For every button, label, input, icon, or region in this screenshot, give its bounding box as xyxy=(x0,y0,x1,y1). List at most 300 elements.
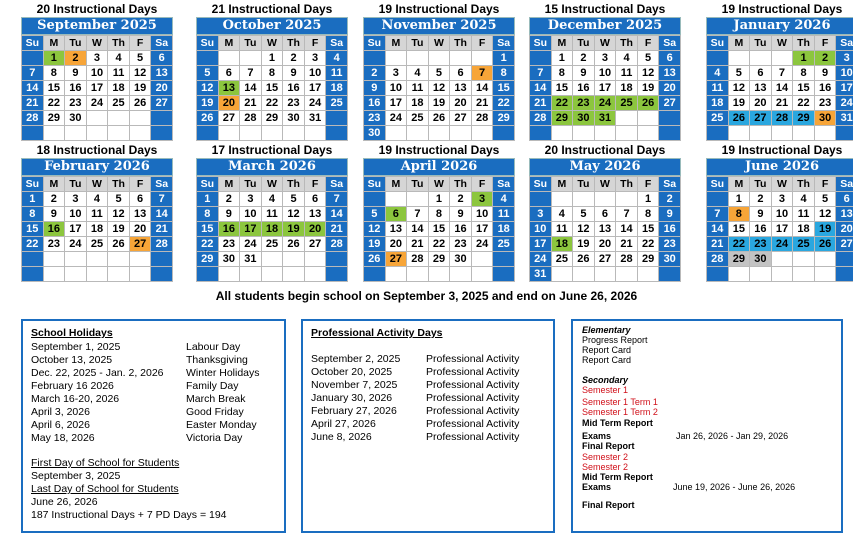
day-cell: 15 xyxy=(493,81,515,96)
day-cell: 12 xyxy=(283,207,305,222)
day-cell: 24 xyxy=(836,96,853,111)
month-name: May 2026 xyxy=(529,158,681,176)
day-cell: 5 xyxy=(129,51,151,66)
day-cell: 15 xyxy=(261,81,283,96)
day-cell: 16 xyxy=(364,96,386,111)
day-cell: 23 xyxy=(364,111,386,126)
day-cell: 25 xyxy=(707,111,729,126)
day-cell: 11 xyxy=(261,207,283,222)
day-cell xyxy=(616,126,638,141)
day-cell: 21 xyxy=(240,96,262,111)
day-cell xyxy=(594,192,616,207)
month-calendar xyxy=(706,2,853,141)
day-cell: 22 xyxy=(551,96,573,111)
day-cell xyxy=(283,126,305,141)
day-cell xyxy=(22,51,44,66)
day-cell: 7 xyxy=(151,192,173,207)
day-cell: 7 xyxy=(771,66,793,81)
day-cell: 12 xyxy=(637,66,659,81)
day-cell: 16 xyxy=(750,222,772,237)
semester2-label-b: Semester 2 xyxy=(582,462,629,472)
day-cell: 9 xyxy=(450,207,472,222)
weekday-header: Su xyxy=(197,177,219,192)
weekday-header: Tu xyxy=(750,177,772,192)
day-cell xyxy=(240,51,262,66)
day-cell xyxy=(385,192,407,207)
weekday-header: W xyxy=(261,36,283,51)
day-cell xyxy=(86,111,108,126)
weekday-header: Tu xyxy=(65,177,87,192)
pd-name: Professional Activity xyxy=(426,405,520,417)
weekday-header: Th xyxy=(108,36,130,51)
day-cell: 16 xyxy=(218,222,240,237)
day-cell: 9 xyxy=(750,207,772,222)
day-cell: 21 xyxy=(616,237,638,252)
day-cell xyxy=(616,111,638,126)
weekday-header: Sa xyxy=(659,177,681,192)
day-cell: 12 xyxy=(197,81,219,96)
weekday-header: M xyxy=(385,177,407,192)
pd-date: June 8, 2026 xyxy=(311,431,372,443)
day-cell xyxy=(551,192,573,207)
day-cell: 12 xyxy=(129,66,151,81)
day-cell: 5 xyxy=(364,207,386,222)
day-cell: 25 xyxy=(493,237,515,252)
day-cell: 13 xyxy=(659,66,681,81)
day-cell: 20 xyxy=(151,81,173,96)
day-cell: 29 xyxy=(428,252,450,267)
day-cell: 28 xyxy=(151,237,173,252)
day-cell: 30 xyxy=(814,111,836,126)
day-cell: 11 xyxy=(793,207,815,222)
day-cell: 23 xyxy=(750,237,772,252)
day-cell: 23 xyxy=(43,237,65,252)
day-cell: 8 xyxy=(637,207,659,222)
day-cell xyxy=(304,267,326,282)
day-cell: 13 xyxy=(304,207,326,222)
day-cell: 15 xyxy=(428,222,450,237)
weekday-header: Tu xyxy=(240,36,262,51)
pd-date: April 27, 2026 xyxy=(311,418,376,430)
day-cell: 22 xyxy=(637,237,659,252)
day-cell: 19 xyxy=(814,222,836,237)
day-cell: 26 xyxy=(197,111,219,126)
day-cell xyxy=(326,126,348,141)
month-calendar xyxy=(21,143,173,282)
day-cell xyxy=(385,126,407,141)
day-cell: 25 xyxy=(326,96,348,111)
day-cell: 17 xyxy=(304,81,326,96)
pd-name: Professional Activity xyxy=(426,353,520,365)
day-cell: 13 xyxy=(129,207,151,222)
weekday-header: Su xyxy=(707,36,729,51)
day-cell: 30 xyxy=(364,126,386,141)
day-cell: 31 xyxy=(836,111,853,126)
day-cell: 8 xyxy=(793,66,815,81)
s1-term2-label: Semester 1 Term 2 xyxy=(582,407,658,417)
exams-2-dates: June 19, 2026 - June 26, 2026 xyxy=(673,482,796,492)
day-cell: 11 xyxy=(86,207,108,222)
day-cell: 28 xyxy=(326,237,348,252)
day-cell xyxy=(530,51,552,66)
weekday-header: Th xyxy=(450,177,472,192)
day-cell: 11 xyxy=(616,66,638,81)
day-cell: 27 xyxy=(129,237,151,252)
day-cell xyxy=(836,126,853,141)
day-cell: 23 xyxy=(450,237,472,252)
day-cell xyxy=(43,267,65,282)
day-cell: 25 xyxy=(616,96,638,111)
day-cell: 27 xyxy=(151,96,173,111)
day-cell: 18 xyxy=(326,81,348,96)
pd-days-box xyxy=(301,319,555,533)
day-cell: 3 xyxy=(385,66,407,81)
day-cell: 11 xyxy=(707,81,729,96)
day-cell xyxy=(659,267,681,282)
day-cell xyxy=(129,126,151,141)
day-cell xyxy=(551,126,573,141)
day-cell: 1 xyxy=(637,192,659,207)
day-cell: 16 xyxy=(573,81,595,96)
school-dates-note: All students begin school on September 3, 2025 and end on June 26, 2026 xyxy=(215,289,638,303)
day-cell: 24 xyxy=(471,237,493,252)
day-cell xyxy=(151,252,173,267)
day-cell: 18 xyxy=(707,96,729,111)
day-cell xyxy=(551,267,573,282)
day-cell: 8 xyxy=(22,207,44,222)
day-cell xyxy=(43,252,65,267)
holiday-date: September 1, 2025 xyxy=(31,341,121,353)
day-cell: 3 xyxy=(65,192,87,207)
day-cell xyxy=(471,51,493,66)
day-cell: 4 xyxy=(616,51,638,66)
day-cell xyxy=(326,111,348,126)
day-cell: 9 xyxy=(43,207,65,222)
day-cell: 13 xyxy=(750,81,772,96)
day-cell: 17 xyxy=(771,222,793,237)
day-cell: 24 xyxy=(771,237,793,252)
month-calendar xyxy=(529,2,681,141)
day-cell: 27 xyxy=(836,237,853,252)
weekday-header: Sa xyxy=(836,36,853,51)
weekday-header: Tu xyxy=(407,177,429,192)
first-day-title: First Day of School for Students xyxy=(31,457,180,469)
day-cell xyxy=(108,252,130,267)
day-cell: 20 xyxy=(594,237,616,252)
weekday-header: Su xyxy=(197,36,219,51)
day-cell: 21 xyxy=(707,237,729,252)
weekday-header: Tu xyxy=(240,177,262,192)
day-cell: 1 xyxy=(22,192,44,207)
day-cell: 2 xyxy=(750,192,772,207)
day-cell: 12 xyxy=(108,207,130,222)
day-cell xyxy=(793,126,815,141)
day-cell: 14 xyxy=(616,222,638,237)
day-cell: 8 xyxy=(728,207,750,222)
day-cell: 2 xyxy=(573,51,595,66)
day-cell: 28 xyxy=(616,252,638,267)
day-cell: 7 xyxy=(326,192,348,207)
day-cell: 20 xyxy=(218,96,240,111)
day-cell xyxy=(573,192,595,207)
day-cell xyxy=(129,252,151,267)
day-cell: 27 xyxy=(450,111,472,126)
day-cell: 29 xyxy=(728,252,750,267)
day-cell xyxy=(240,267,262,282)
weekday-header: W xyxy=(261,177,283,192)
holiday-name: March Break xyxy=(186,393,246,405)
month-name: November 2025 xyxy=(363,17,515,35)
weekday-header: W xyxy=(594,177,616,192)
day-cell: 19 xyxy=(364,237,386,252)
holiday-name: Easter Monday xyxy=(186,419,257,431)
day-cell: 20 xyxy=(385,237,407,252)
day-cell: 24 xyxy=(240,237,262,252)
day-cell: 6 xyxy=(151,51,173,66)
day-cell: 27 xyxy=(218,111,240,126)
day-cell: 1 xyxy=(197,192,219,207)
elementary-heading: Elementary xyxy=(582,325,631,335)
final-report-1: Final Report xyxy=(582,441,635,451)
weekday-header: Su xyxy=(364,177,386,192)
day-cell xyxy=(304,252,326,267)
day-cell: 29 xyxy=(493,111,515,126)
exams-1-dates: Jan 26, 2026 - Jan 29, 2026 xyxy=(676,431,789,441)
day-cell: 28 xyxy=(530,111,552,126)
day-cell: 2 xyxy=(218,192,240,207)
weekday-header: Sa xyxy=(151,36,173,51)
day-cell: 7 xyxy=(616,207,638,222)
pd-date: October 20, 2025 xyxy=(311,366,393,378)
day-cell: 18 xyxy=(493,222,515,237)
day-cell xyxy=(493,126,515,141)
instructional-days-count: 19 Instructional Days xyxy=(378,2,500,16)
day-cell xyxy=(197,267,219,282)
day-cell: 18 xyxy=(793,222,815,237)
day-cell: 1 xyxy=(493,51,515,66)
weekday-header: M xyxy=(43,36,65,51)
day-cell xyxy=(364,192,386,207)
holiday-date: April 3, 2026 xyxy=(31,406,90,418)
day-cell: 4 xyxy=(707,66,729,81)
day-cell: 9 xyxy=(65,66,87,81)
day-cell: 11 xyxy=(551,222,573,237)
day-cell xyxy=(326,267,348,282)
day-cell xyxy=(616,192,638,207)
day-cell: 26 xyxy=(637,96,659,111)
day-cell: 19 xyxy=(728,96,750,111)
day-cell: 2 xyxy=(283,51,305,66)
day-cell: 27 xyxy=(594,252,616,267)
day-cell: 28 xyxy=(771,111,793,126)
day-cell: 19 xyxy=(129,81,151,96)
day-cell xyxy=(707,126,729,141)
month-name: September 2025 xyxy=(21,17,173,35)
holiday-name: Labour Day xyxy=(186,341,241,353)
day-cell xyxy=(493,267,515,282)
holiday-name: Winter Holidays xyxy=(186,367,260,379)
weekday-header: F xyxy=(637,177,659,192)
day-cell xyxy=(261,126,283,141)
semester2-label-a: Semester 2 xyxy=(582,452,629,462)
day-cell: 19 xyxy=(573,237,595,252)
day-cell xyxy=(471,252,493,267)
weekday-header: M xyxy=(728,177,750,192)
day-cell xyxy=(450,126,472,141)
day-cell: 19 xyxy=(108,222,130,237)
weekday-header: W xyxy=(86,36,108,51)
day-cell: 18 xyxy=(261,222,283,237)
day-cell: 24 xyxy=(304,96,326,111)
instructional-days-count: 17 Instructional Days xyxy=(211,143,333,157)
day-cell: 5 xyxy=(728,66,750,81)
day-cell: 6 xyxy=(218,66,240,81)
weekday-header: Tu xyxy=(573,36,595,51)
day-cell: 17 xyxy=(65,222,87,237)
pd-date: November 7, 2025 xyxy=(311,379,398,391)
day-cell: 11 xyxy=(493,207,515,222)
day-cell: 26 xyxy=(129,96,151,111)
day-cell: 23 xyxy=(283,96,305,111)
day-cell: 21 xyxy=(530,96,552,111)
day-cell: 19 xyxy=(283,222,305,237)
pd-date: January 30, 2026 xyxy=(311,392,393,404)
day-cell: 23 xyxy=(814,96,836,111)
day-cell: 4 xyxy=(551,207,573,222)
weekday-header: M xyxy=(728,36,750,51)
day-cell: 30 xyxy=(450,252,472,267)
day-cell: 17 xyxy=(240,222,262,237)
day-cell: 9 xyxy=(364,81,386,96)
day-cell xyxy=(793,267,815,282)
day-cell: 18 xyxy=(108,81,130,96)
day-cell: 26 xyxy=(364,252,386,267)
day-cell: 7 xyxy=(407,207,429,222)
day-cell: 25 xyxy=(261,237,283,252)
weekday-header: Su xyxy=(707,177,729,192)
day-cell: 3 xyxy=(530,207,552,222)
day-cell: 22 xyxy=(793,96,815,111)
weekday-header: Su xyxy=(22,36,44,51)
weekday-header: Tu xyxy=(573,177,595,192)
day-cell: 13 xyxy=(151,66,173,81)
day-cell xyxy=(240,126,262,141)
day-cell xyxy=(728,267,750,282)
day-cell: 30 xyxy=(573,111,595,126)
day-cell: 22 xyxy=(428,237,450,252)
holiday-date: March 16-20, 2026 xyxy=(31,393,120,405)
day-cell: 22 xyxy=(197,237,219,252)
day-cell: 24 xyxy=(86,96,108,111)
day-cell: 15 xyxy=(43,81,65,96)
instructional-days-count: 15 Instructional Days xyxy=(544,2,666,16)
day-cell: 3 xyxy=(86,51,108,66)
day-cell: 6 xyxy=(659,51,681,66)
month-calendar xyxy=(196,2,348,141)
day-cell xyxy=(530,126,552,141)
day-cell: 15 xyxy=(793,81,815,96)
instructional-days-count: 20 Instructional Days xyxy=(544,143,666,157)
exams-1-label: Exams xyxy=(582,431,612,441)
day-cell xyxy=(750,126,772,141)
day-cell: 3 xyxy=(836,51,853,66)
day-cell: 7 xyxy=(240,66,262,81)
day-cell: 3 xyxy=(304,51,326,66)
weekday-header: Th xyxy=(616,177,638,192)
day-cell: 30 xyxy=(65,111,87,126)
day-cell: 24 xyxy=(385,111,407,126)
day-cell: 1 xyxy=(261,51,283,66)
day-cell: 17 xyxy=(594,81,616,96)
day-cell xyxy=(594,267,616,282)
day-cell xyxy=(65,126,87,141)
weekday-header: Sa xyxy=(326,177,348,192)
day-cell: 4 xyxy=(793,192,815,207)
month-calendar xyxy=(196,143,348,282)
day-cell xyxy=(428,267,450,282)
day-cell: 29 xyxy=(637,252,659,267)
holiday-date: Dec. 22, 2025 - Jan. 2, 2026 xyxy=(31,367,164,379)
day-cell: 2 xyxy=(814,51,836,66)
day-cell xyxy=(283,252,305,267)
month-name: February 2026 xyxy=(21,158,173,176)
day-cell: 14 xyxy=(240,81,262,96)
month-calendar xyxy=(363,2,515,141)
day-cell xyxy=(129,111,151,126)
day-cell xyxy=(65,267,87,282)
day-cell: 23 xyxy=(573,96,595,111)
weekday-header: Su xyxy=(364,36,386,51)
pd-date: February 27, 2026 xyxy=(311,405,397,417)
day-cell xyxy=(814,267,836,282)
holidays-title: School Holidays xyxy=(31,327,113,339)
weekday-header: F xyxy=(129,177,151,192)
day-cell xyxy=(218,51,240,66)
day-cell xyxy=(428,51,450,66)
pd-name: Professional Activity xyxy=(426,366,520,378)
day-cell: 11 xyxy=(108,66,130,81)
day-cell: 13 xyxy=(385,222,407,237)
day-cell: 25 xyxy=(407,111,429,126)
day-cell xyxy=(616,267,638,282)
day-cell: 10 xyxy=(836,66,853,81)
day-cell: 7 xyxy=(471,66,493,81)
day-cell xyxy=(22,252,44,267)
weekday-header: F xyxy=(304,177,326,192)
day-cell: 23 xyxy=(218,237,240,252)
day-cell xyxy=(771,267,793,282)
weekday-header: Su xyxy=(530,177,552,192)
day-cell: 1 xyxy=(43,51,65,66)
day-cell: 30 xyxy=(283,111,305,126)
weekday-header: F xyxy=(814,177,836,192)
day-cell: 31 xyxy=(240,252,262,267)
day-cell: 10 xyxy=(471,207,493,222)
day-cell: 8 xyxy=(197,207,219,222)
midterm-report-1: Mid Term Report xyxy=(582,418,653,428)
day-cell: 26 xyxy=(428,111,450,126)
day-cell: 2 xyxy=(65,51,87,66)
day-cell: 3 xyxy=(771,192,793,207)
day-cell: 17 xyxy=(836,81,853,96)
instructional-days-count: 19 Instructional Days xyxy=(721,143,843,157)
holiday-name: Family Day xyxy=(186,380,239,392)
day-cell: 12 xyxy=(814,207,836,222)
day-cell xyxy=(364,51,386,66)
pd-name: Professional Activity xyxy=(426,418,520,430)
day-cell: 18 xyxy=(551,237,573,252)
last-day-title: Last Day of School for Students xyxy=(31,483,179,495)
